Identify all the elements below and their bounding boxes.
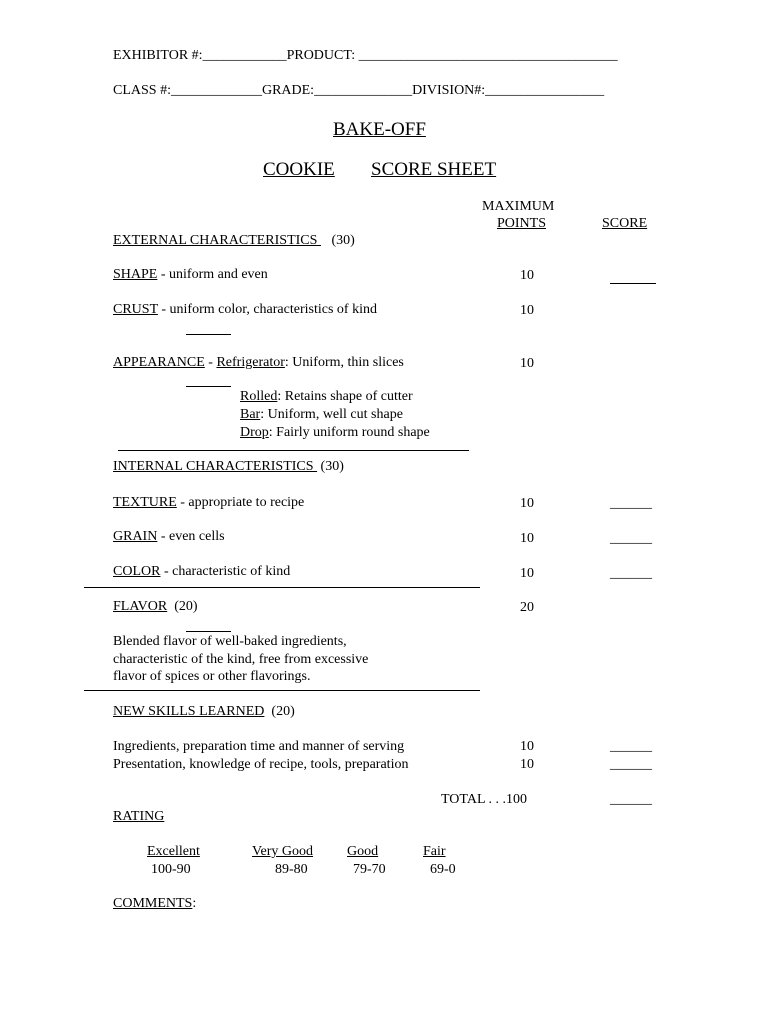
skills-item-ingredients: Ingredients, preparation time and manner of serving — [113, 739, 405, 754]
total-label: TOTAL . . .100 — [441, 792, 527, 807]
texture-row — [113, 495, 304, 511]
external-section-heading — [113, 233, 355, 249]
comments-colon: : — [192, 896, 197, 911]
appearance-rolled — [240, 389, 413, 405]
comments-label-text: COMMENTS — [113, 896, 193, 911]
appearance-desc-rolled: : Retains shape of cutter — [277, 389, 413, 404]
crust-max: 10 — [520, 303, 534, 318]
flavor-score-blank[interactable] — [186, 631, 231, 632]
rating-level-name: Fair — [423, 844, 446, 859]
appearance-row — [113, 355, 404, 371]
rating-level-name: Excellent — [147, 844, 200, 859]
color-label: COLOR — [113, 564, 161, 579]
crust-label: CRUST — [113, 302, 158, 317]
section-divider — [84, 587, 480, 588]
appearance-desc-refrigerator: : Uniform, thin slices — [284, 355, 404, 370]
appearance-bar — [240, 407, 403, 423]
appearance-max: 10 — [520, 356, 534, 371]
flavor-desc-line2: characteristic of the kind, free from excessive — [113, 652, 369, 667]
texture-score-blank[interactable]: ______ — [610, 496, 652, 511]
flavor-max: 20 — [520, 600, 534, 615]
flavor-row — [113, 599, 198, 615]
rating-level-name: Good — [347, 844, 379, 859]
skills-item-presentation: Presentation, knowledge of recipe, tools, preparation — [113, 757, 409, 772]
rating-level-range: 69-0 — [430, 862, 456, 877]
subtitle-cookie: COOKIE — [263, 159, 335, 180]
grain-row — [113, 529, 225, 545]
max-points-header-line2: POINTS — [497, 216, 547, 231]
shape-row — [113, 267, 268, 283]
flavor-label: FLAVOR — [113, 599, 168, 614]
appearance-type-bar: Bar — [240, 407, 261, 422]
color-row — [113, 564, 290, 580]
internal-heading-label: INTERNAL CHARACTERISTICS — [113, 459, 318, 474]
appearance-drop — [240, 425, 430, 441]
rating-heading: RATING — [113, 809, 165, 824]
internal-points: (30) — [320, 459, 344, 474]
external-points: (30) — [331, 233, 355, 248]
texture-label: TEXTURE — [113, 495, 177, 510]
rating-level-range: 89-80 — [275, 862, 308, 877]
external-heading-label: EXTERNAL CHARACTERISTICS — [113, 233, 321, 248]
subtitle-score-sheet: SCORE SHEET — [371, 159, 497, 180]
grain-label: GRAIN — [113, 529, 158, 544]
section-divider — [118, 450, 469, 451]
appearance-type-rolled: Rolled — [240, 389, 278, 404]
color-score-blank[interactable]: ______ — [610, 566, 652, 581]
texture-max: 10 — [520, 496, 534, 511]
total-score-blank[interactable]: ______ — [610, 792, 652, 807]
page-title: BAKE-OFF — [333, 119, 426, 140]
class-grade-division-line: CLASS #:_____________GRADE:______________DIVISION#:_________________ — [113, 83, 605, 98]
grain-max: 10 — [520, 531, 534, 546]
color-max: 10 — [520, 566, 534, 581]
shape-max: 10 — [520, 268, 534, 283]
appearance-desc-bar: : Uniform, well cut shape — [260, 407, 403, 422]
appearance-desc-drop: : Fairly uniform round shape — [268, 425, 430, 440]
rating-level-name: Very Good — [252, 844, 314, 859]
skills-points: (20) — [271, 704, 295, 719]
shape-label: SHAPE — [113, 267, 158, 282]
rating-level-range: 79-70 — [353, 862, 386, 877]
appearance-sep: - — [204, 355, 217, 370]
appearance-score-blank[interactable] — [186, 386, 231, 387]
rating-level-range: 100-90 — [151, 862, 191, 877]
comments-label — [113, 896, 196, 912]
appearance-type-refrigerator: Refrigerator — [216, 355, 285, 370]
crust-score-blank[interactable] — [186, 334, 231, 335]
shape-score-blank[interactable] — [610, 283, 656, 284]
skills-item-presentation-max: 10 — [520, 757, 534, 772]
internal-section-heading — [113, 459, 344, 475]
skills-item-ingredients-max: 10 — [520, 739, 534, 754]
skills-item-ingredients-score-blank[interactable]: ______ — [610, 739, 652, 754]
crust-row — [113, 302, 377, 318]
skills-section-heading — [113, 704, 295, 720]
flavor-points: (20) — [174, 599, 198, 614]
exhibitor-product-line: EXHIBITOR #:____________PRODUCT: _____________________________________ — [113, 48, 618, 63]
crust-desc: - uniform color, characteristics of kind — [157, 302, 377, 317]
score-header: SCORE — [602, 216, 648, 231]
flavor-desc-line3: flavor of spices or other flavorings. — [113, 669, 311, 684]
flavor-desc-line1: Blended flavor of well-baked ingredients, — [113, 634, 347, 649]
skills-heading-label: NEW SKILLS LEARNED — [113, 704, 265, 719]
max-points-header-line1: MAXIMUM — [482, 199, 555, 214]
appearance-type-drop: Drop — [240, 425, 269, 440]
skills-item-presentation-score-blank[interactable]: ______ — [610, 757, 652, 772]
grain-desc: - even cells — [157, 529, 225, 544]
appearance-label: APPEARANCE — [113, 355, 205, 370]
grain-score-blank[interactable]: ______ — [610, 531, 652, 546]
texture-desc: - appropriate to recipe — [176, 495, 305, 510]
shape-desc: - uniform and even — [157, 267, 268, 282]
section-divider — [84, 690, 480, 691]
color-desc: - characteristic of kind — [160, 564, 291, 579]
